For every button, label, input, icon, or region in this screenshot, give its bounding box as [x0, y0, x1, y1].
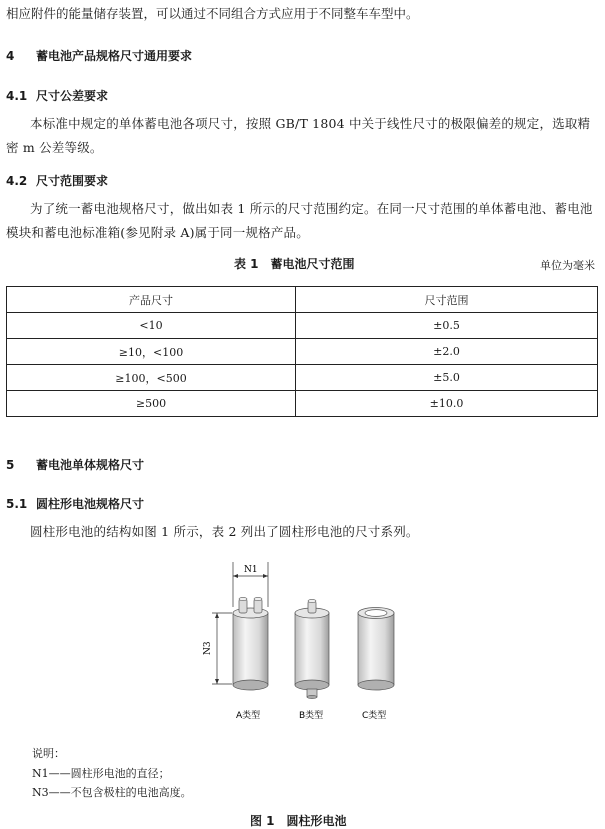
table-cell: ±0.5 [296, 313, 598, 339]
section-4-2-number: 4.2 [6, 174, 28, 188]
battery-type-b [295, 599, 329, 698]
table-cell: ±2.0 [296, 339, 598, 365]
notes-heading: 说明： [32, 747, 65, 760]
figure-1-battery-diagram [190, 555, 420, 730]
section-4-1-heading [6, 87, 108, 104]
table-1-unit: 单位为毫米 [540, 259, 595, 272]
section-4-1-text: 本标准中规定的单体蓄电池各项尺寸，按照 GB/T 1804 中关于线性尺寸的极限偏差的规定，选取精密 m 公差等级。 [6, 116, 591, 155]
note-item: N1——圆柱形电池的直径； [32, 767, 170, 780]
battery-type-a [233, 597, 268, 690]
table-1 [6, 286, 598, 417]
label-type-b: B类型 [299, 711, 324, 721]
table-row [7, 313, 598, 339]
section-5-1-text: 圆柱形电池的结构如图 1 所示，表 2 列出了圆柱形电池的尺寸系列。 [30, 524, 419, 539]
table-cell: <10 [7, 313, 296, 339]
table-row [7, 391, 598, 417]
section-5-heading [6, 456, 144, 473]
section-4-heading [6, 47, 192, 64]
section-4-1-title: 尺寸公差要求 [36, 89, 109, 103]
table-row [7, 365, 598, 391]
section-4-2-heading [6, 172, 108, 189]
section-5-1-heading [6, 495, 144, 512]
figure-1-caption: 图 1 圆柱形电池 [250, 814, 347, 828]
table-row [7, 339, 598, 365]
note-item: N3——不包含极柱的电池高度。 [32, 786, 192, 799]
table-cell: ±10.0 [296, 391, 598, 417]
n3-label: N3 [203, 641, 213, 655]
section-5-1-number: 5.1 [6, 497, 28, 511]
label-type-a: A类型 [236, 711, 261, 721]
section-5-title: 蓄电池单体规格尺寸 [36, 458, 145, 472]
table-cell: ±5.0 [296, 365, 598, 391]
intro-line: 相应附件的能量储存装置，可以通过不同组合方式应用于不同整车车型中。 [6, 6, 419, 21]
table-cell: ≥10，<100 [7, 339, 296, 365]
table-cell: ≥500 [7, 391, 296, 417]
label-type-c: C类型 [362, 711, 387, 721]
n3-arrow-bottom [215, 679, 219, 684]
n1-label: N1 [244, 565, 258, 575]
table-header-row [7, 287, 598, 313]
n3-arrow-top [215, 613, 219, 618]
section-4-1-number: 4.1 [6, 89, 28, 103]
battery-type-c [358, 608, 394, 691]
table-header-cell: 尺寸范围 [296, 287, 598, 313]
table-header-cell: 产品尺寸 [7, 287, 296, 313]
section-5-1-title: 圆柱形电池规格尺寸 [36, 497, 145, 511]
n1-arrow-left [233, 574, 238, 578]
section-4-2-text: 为了统一蓄电池规格尺寸，做出如表 1 所示的尺寸范围约定。在同一尺寸范围的单体蓄电池、蓄电池模块和蓄电池标准箱(参见附录 A)属于同一规格产品。 [6, 201, 593, 240]
table-1-caption: 表 1 蓄电池尺寸范围 [234, 257, 355, 271]
section-4-2-title: 尺寸范围要求 [36, 174, 109, 188]
table-cell: ≥100，<500 [7, 365, 296, 391]
n1-arrow-right [263, 574, 268, 578]
section-4-number: 4 [6, 49, 15, 63]
section-5-number: 5 [6, 458, 15, 472]
section-4-title: 蓄电池产品规格尺寸通用要求 [36, 49, 193, 63]
